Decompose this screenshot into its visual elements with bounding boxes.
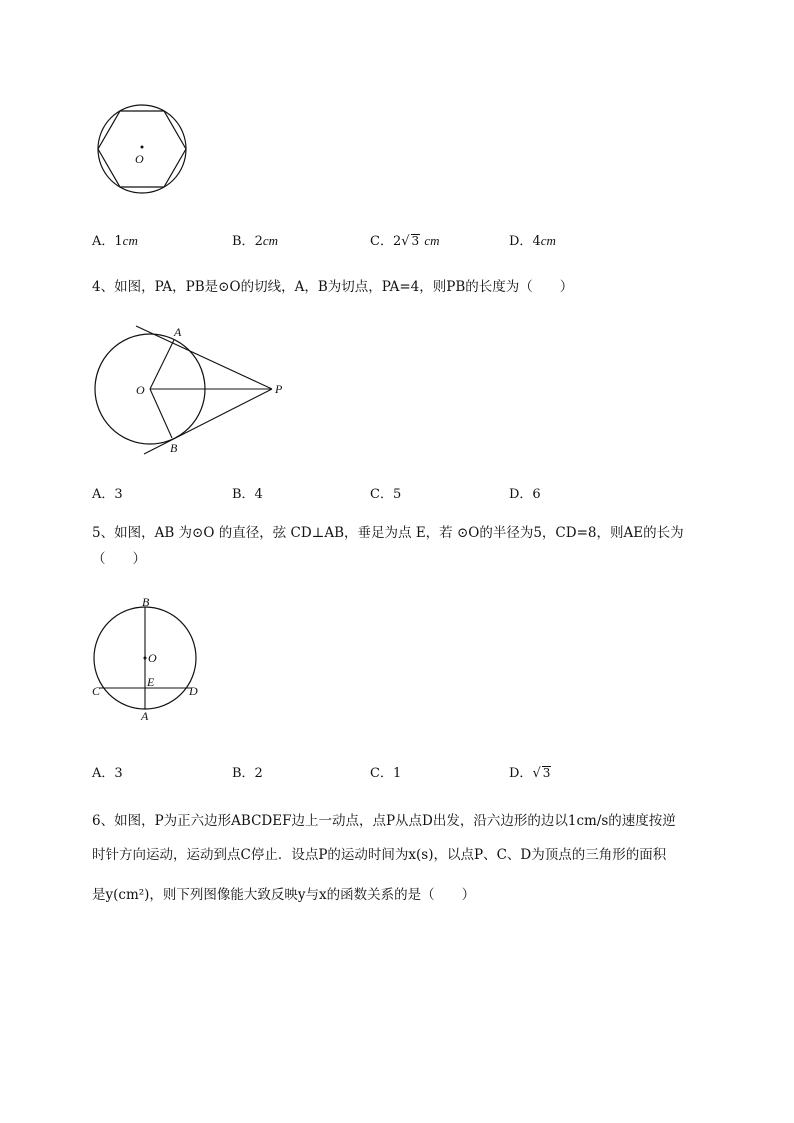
label-o: O	[136, 383, 145, 397]
label-p: P	[275, 382, 283, 396]
q4-option-b[interactable]: B．4	[232, 487, 263, 502]
q5-option-a[interactable]: A．3	[92, 766, 123, 781]
label-o: O	[148, 651, 157, 665]
label-a: A	[174, 325, 182, 339]
q4-option-c[interactable]: C．5	[370, 487, 402, 502]
question-6-line3: 是y(cm²)，则下列图像能大致反映y与x的函数关系的是（ ）	[92, 887, 476, 903]
q4-option-a[interactable]: A．3	[92, 487, 123, 502]
q3-option-a[interactable]: A．1cm	[92, 233, 138, 249]
question-4-text: 4、如图，PA，PB是⊙O的切线，A，B为切点，PA=4，则PB的长度为（ ）	[92, 279, 574, 295]
label-c: C	[92, 684, 101, 698]
label-e: E	[147, 675, 155, 689]
q3-option-c[interactable]: C．2√ 3 cm	[370, 233, 440, 249]
tangent-pb	[144, 389, 272, 454]
center-dot	[144, 657, 147, 660]
center-dot	[141, 146, 144, 149]
chord-diameter-figure	[88, 596, 208, 724]
question-5-line1: 5、如图，AB 为⊙O 的直径，弦 CD⊥AB，垂足为点 E，若 ⊙O的半径为5，CD=8，则AE的长为	[92, 525, 684, 541]
q4-option-d[interactable]: D．6	[509, 487, 541, 502]
radius-ob	[150, 389, 172, 438]
radius-oa	[150, 340, 174, 389]
label-a: A	[141, 709, 149, 723]
hexagon-circle-figure	[92, 103, 192, 195]
question-6-line1: 6、如图，P为正六边形ABCDEF边上一动点，点P从点D出发，沿六边形的边以1cm/s的速度按逆	[92, 813, 676, 829]
q5-option-b[interactable]: B．2	[232, 766, 263, 781]
question-5-line2: （ ）	[92, 551, 146, 567]
label-d: D	[189, 684, 198, 698]
q5-option-c[interactable]: C．1	[370, 766, 402, 781]
tangent-lines-figure	[92, 322, 292, 457]
regular-hexagon	[98, 111, 186, 187]
q3-option-b[interactable]: B．2cm	[232, 233, 279, 249]
label-b: B	[142, 596, 150, 609]
q5-option-d[interactable]: D．√ 3	[509, 766, 551, 781]
question-6-line2: 时针方向运动，运动到点C停止．设点P的运动时间为x(s)，以点P、C、D为顶点的三角形的面积	[92, 847, 667, 863]
label-b: B	[170, 441, 178, 455]
circumcircle	[98, 105, 186, 193]
q3-option-d[interactable]: D．4cm	[509, 233, 556, 249]
center-label: O	[135, 152, 144, 166]
